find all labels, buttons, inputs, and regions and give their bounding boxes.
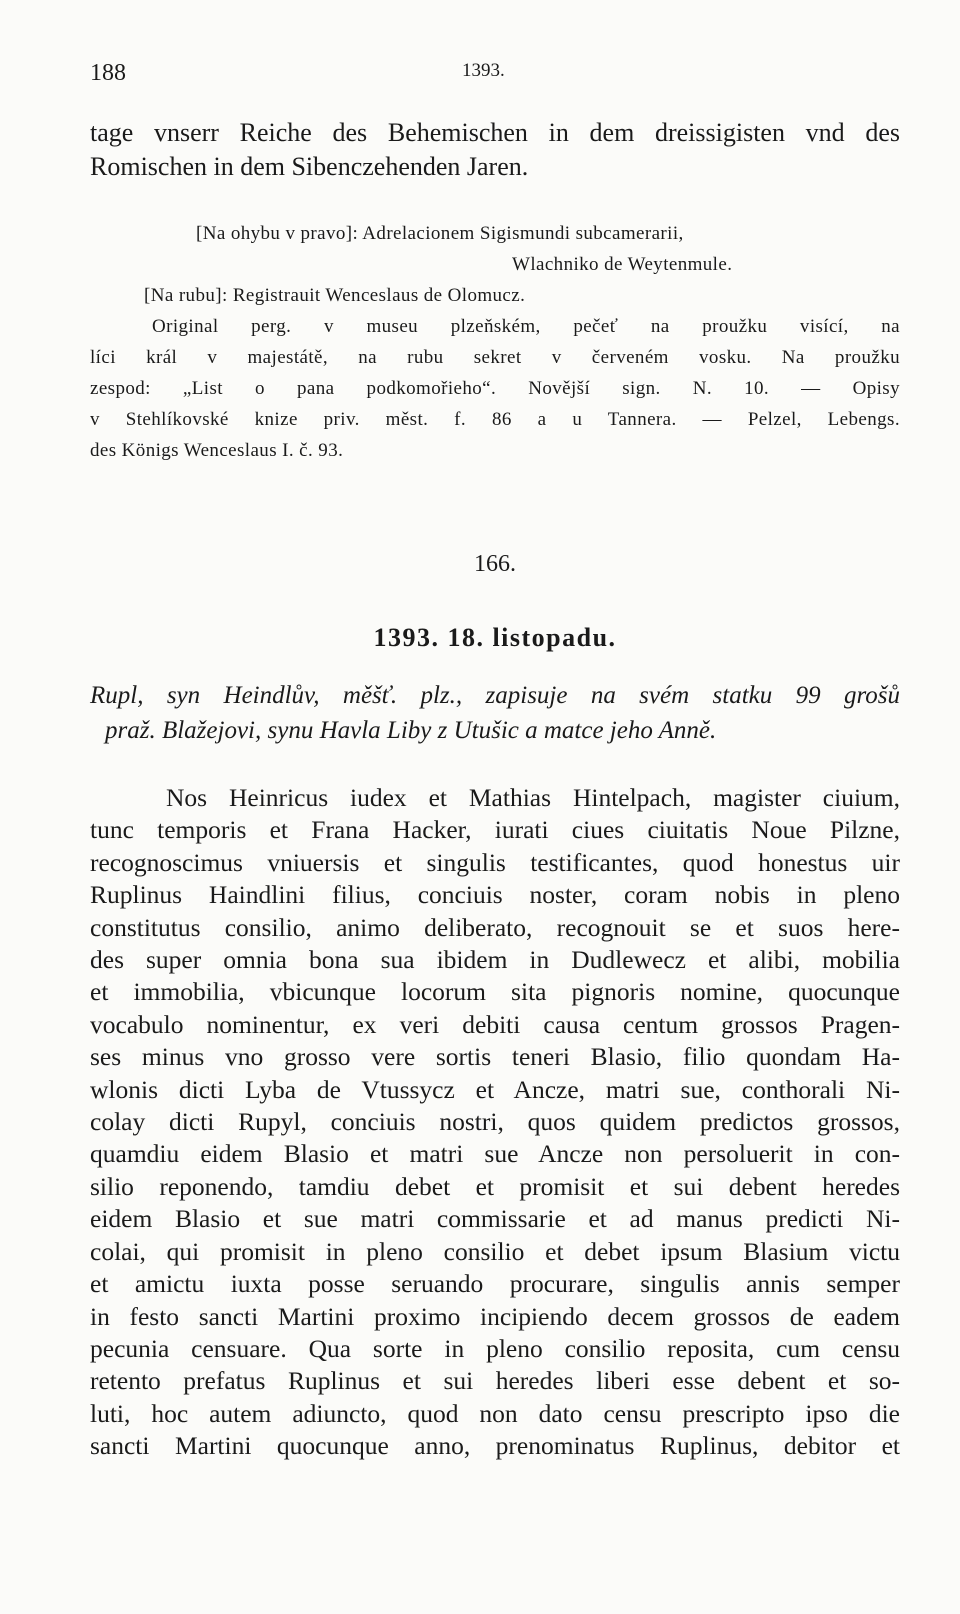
regest bbox=[90, 678, 900, 748]
charter-line: tunc temporis et Frana Hacker, iurati ciues ciuitatis Noue Pilzne, bbox=[90, 815, 900, 845]
charter-line: colay dicti Rupyl, conciuis nostri, quos quidem predictos grossos, bbox=[90, 1107, 900, 1137]
charter-line: Nos Heinricus iudex et Mathias Hintelpach, magister ciuium, bbox=[166, 783, 900, 812]
page-header bbox=[90, 46, 900, 86]
charter-line: in festo sancti Martini proximo incipiendo decem grossos de eadem bbox=[90, 1301, 900, 1331]
document-number: 166. bbox=[474, 551, 516, 577]
charter-line: et amictu iuxta posse seruando procurare, singulis annis semper bbox=[90, 1269, 900, 1299]
intro-line: tage vnserr Reiche des Behemischen in dem dreissigisten vnd des bbox=[90, 118, 900, 147]
intro-line: Romischen in dem Sibenczehenden Jaren. bbox=[90, 152, 529, 181]
charter-line: colai, qui promisit in pleno consilio et debet ipsum Blasium victu bbox=[90, 1236, 900, 1266]
note-line: v Stehlíkovské knize priv. měst. f. 86 a u Tannera. — Pelzel, Lebengs. bbox=[90, 409, 900, 430]
charter-line: eidem Blasio et sue matri commissarie et ad manus predicti Ni- bbox=[90, 1204, 900, 1234]
charter-line: pecunia censuare. Qua sorte in pleno consilio reposita, cum censu bbox=[90, 1333, 900, 1363]
note-line: Original perg. v museu plzeňském, pečeť na proužku visící, na bbox=[152, 316, 900, 337]
note-line: zespod: „List o pana podkomořieho“. Novější sign. N. 10. — Opisy bbox=[90, 378, 900, 399]
regest-line: Rupl, syn Heindlův, měšť. plz., zapisuje na svém statku 99 grošů bbox=[90, 682, 900, 709]
charter-line: des super omnia bona sua ibidem in Dudlewecz et alibi, mobilia bbox=[90, 945, 900, 975]
charter-text bbox=[90, 782, 900, 1463]
note-line: des Königs Wenceslaus I. č. 93. bbox=[90, 440, 344, 461]
charter-line: recognoscimus vniuersis et singulis testificantes, quod honestus uir bbox=[90, 847, 900, 877]
charter-line: silio reponendo, tamdiu debet et promisit et sui debent heredes bbox=[90, 1171, 900, 1201]
charter-line: quamdiu eidem Blasio et matri sue Ancze non persoluerit in con- bbox=[90, 1139, 900, 1169]
charter-line: vocabulo nominentur, ex veri debiti causa centum grossos Pragen- bbox=[90, 1009, 900, 1039]
note-line: Wlachniko de Weytenmule. bbox=[512, 254, 733, 275]
document-date: 1393. 18. listopadu. bbox=[373, 623, 617, 652]
note-line: líci král v majestátě, na rubu sekret v červeném vosku. Na proužku bbox=[90, 347, 900, 368]
charter-line: ses minus vno grosso vere sortis teneri Blasio, filio quondam Ha- bbox=[90, 1042, 900, 1072]
running-head-year: 1393. bbox=[462, 60, 505, 81]
editorial-notes bbox=[90, 218, 900, 466]
note-line: [Na rubu]: Registrauit Wenceslaus de Olomucz. bbox=[144, 285, 526, 306]
charter-line: et immobilia, vbicunque locorum sita pignoris nomine, quocunque bbox=[90, 977, 900, 1007]
charter-line: constitutus consilio, animo deliberato, recognouit se et suos here- bbox=[90, 912, 900, 942]
page-number: 188 bbox=[90, 60, 126, 86]
charter-line: sancti Martini quocunque anno, prenominatus Ruplinus, debitor et bbox=[90, 1431, 900, 1461]
charter-line: Ruplinus Haindlini filius, conciuis noster, coram nobis in pleno bbox=[90, 880, 900, 910]
charter-line: luti, hoc autem adiuncto, quod non dato censu prescripto ipso die bbox=[90, 1398, 900, 1428]
note-line: [Na ohybu v pravo]: Adrelacionem Sigismundi subcamerarii, bbox=[196, 223, 684, 244]
charter-line: wlonis dicti Lyba de Vtussycz et Ancze, matri sue, conthorali Ni- bbox=[90, 1074, 900, 1104]
charter-line: retento prefatus Ruplinus et sui heredes liberi esse debent et so- bbox=[90, 1366, 900, 1396]
intro-paragraph bbox=[90, 116, 900, 184]
regest-line: praž. Blažejovi, synu Havla Liby z Utušic a matce jeho Anně. bbox=[105, 717, 717, 744]
